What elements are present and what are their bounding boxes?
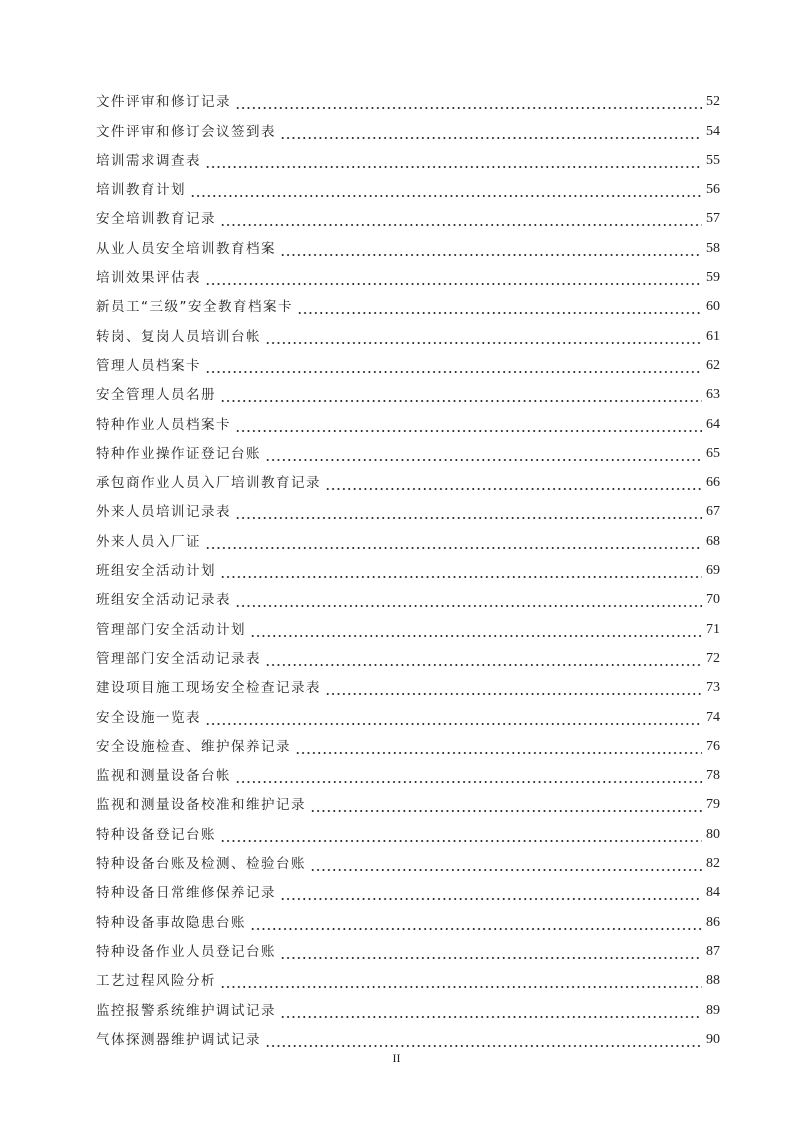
toc-entry-page-number: 59 [706, 270, 720, 286]
dot-leader [220, 972, 702, 990]
table-of-contents [96, 82, 720, 1049]
toc-entry-page-number: 69 [706, 563, 720, 579]
toc-entry-page-number: 70 [706, 592, 720, 608]
toc-entry-page-number: 66 [706, 475, 720, 491]
dot-leader [205, 357, 702, 375]
toc-entry[interactable] [96, 492, 720, 521]
toc-entry-page-number: 79 [706, 797, 720, 813]
toc-entry[interactable] [96, 258, 720, 287]
dot-leader [280, 943, 702, 961]
toc-entry-title: 特种设备事故隐患台账 [96, 914, 246, 931]
toc-entry-title: 培训教育计划 [96, 182, 186, 199]
toc-entry-title: 特种设备台账及检测、检验台账 [96, 856, 306, 873]
toc-entry-title: 文件评审和修订会议签到表 [96, 123, 276, 140]
toc-entry-title: 特种作业人员档案卡 [96, 416, 231, 433]
toc-entry[interactable] [96, 521, 720, 550]
toc-entry[interactable] [96, 141, 720, 170]
toc-entry-title: 建设项目施工现场安全检查记录表 [96, 680, 321, 697]
toc-entry[interactable] [96, 961, 720, 990]
toc-entry[interactable] [96, 463, 720, 492]
toc-entry[interactable] [96, 375, 720, 404]
toc-entry-title: 工艺过程风险分析 [96, 973, 216, 990]
toc-entry-title: 班组安全活动记录表 [96, 592, 231, 609]
toc-entry[interactable] [96, 609, 720, 638]
toc-entry[interactable] [96, 82, 720, 111]
toc-entry-title: 监视和测量设备台帐 [96, 768, 231, 785]
toc-entry[interactable] [96, 228, 720, 257]
toc-entry-page-number: 58 [706, 240, 720, 256]
toc-entry-title: 班组安全活动计划 [96, 563, 216, 580]
toc-entry-page-number: 82 [706, 856, 720, 872]
toc-entry-page-number: 87 [706, 943, 720, 959]
toc-entry[interactable] [96, 844, 720, 873]
dot-leader [205, 533, 702, 551]
toc-entry[interactable] [96, 639, 720, 668]
toc-entry[interactable] [96, 287, 720, 316]
toc-entry-title: 安全培训教育记录 [96, 211, 216, 228]
toc-entry-title: 特种设备作业人员登记台账 [96, 943, 276, 960]
toc-entry-page-number: 73 [706, 680, 720, 696]
dot-leader [235, 503, 702, 521]
toc-entry-page-number: 67 [706, 504, 720, 520]
toc-entry-title: 安全设施检查、维护保养记录 [96, 738, 291, 755]
toc-entry-page-number: 54 [706, 123, 720, 139]
toc-entry[interactable] [96, 1020, 720, 1049]
dot-leader [297, 298, 702, 316]
dot-leader [220, 386, 702, 404]
toc-entry-title: 气体探测器维护调试记录 [96, 1031, 261, 1048]
toc-entry[interactable] [96, 434, 720, 463]
dot-leader [235, 767, 702, 785]
dot-leader [205, 269, 702, 287]
toc-entry-page-number: 90 [706, 1031, 720, 1047]
dot-leader [250, 914, 702, 932]
dot-leader [280, 123, 702, 141]
toc-entry-page-number: 86 [706, 914, 720, 930]
dot-leader [250, 621, 702, 639]
dot-leader [280, 884, 702, 902]
toc-entry-title: 承包商作业人员入厂培训教育记录 [96, 475, 321, 492]
dot-leader [265, 445, 702, 463]
toc-entry[interactable] [96, 873, 720, 902]
toc-entry-title: 监视和测量设备校准和维护记录 [96, 797, 306, 814]
toc-entry-page-number: 61 [706, 328, 720, 344]
toc-entry[interactable] [96, 551, 720, 580]
toc-entry-page-number: 74 [706, 709, 720, 725]
dot-leader [325, 474, 702, 492]
toc-entry-title: 安全设施一览表 [96, 709, 201, 726]
toc-entry[interactable] [96, 990, 720, 1019]
dot-leader [265, 650, 702, 668]
toc-entry-title: 培训需求调查表 [96, 152, 201, 169]
toc-entry-page-number: 62 [706, 357, 720, 373]
toc-entry-title: 特种设备日常维修保养记录 [96, 885, 276, 902]
toc-entry-title: 外来人员培训记录表 [96, 504, 231, 521]
toc-entry-page-number: 89 [706, 1002, 720, 1018]
toc-entry-title: 特种设备登记台账 [96, 826, 216, 843]
toc-entry[interactable] [96, 404, 720, 433]
toc-entry-title: 新员工“三级”安全教育档案卡 [96, 299, 293, 316]
dot-leader [220, 562, 702, 580]
toc-entry-page-number: 52 [706, 94, 720, 110]
toc-entry-page-number: 65 [706, 445, 720, 461]
dot-leader [190, 181, 702, 199]
toc-entry[interactable] [96, 814, 720, 843]
dot-leader [310, 796, 702, 814]
dot-leader [220, 210, 702, 228]
toc-entry-page-number: 60 [706, 299, 720, 315]
toc-entry[interactable] [96, 111, 720, 140]
toc-entry[interactable] [96, 668, 720, 697]
toc-entry[interactable] [96, 756, 720, 785]
dot-leader [280, 240, 702, 258]
toc-entry[interactable] [96, 902, 720, 931]
dot-leader [235, 416, 702, 434]
toc-entry[interactable] [96, 199, 720, 228]
toc-entry-title: 管理部门安全活动记录表 [96, 650, 261, 667]
toc-entry-page-number: 64 [706, 416, 720, 432]
toc-entry-page-number: 80 [706, 826, 720, 842]
toc-entry[interactable] [96, 932, 720, 961]
toc-entry[interactable] [96, 170, 720, 199]
toc-entry[interactable] [96, 727, 720, 756]
toc-entry-title: 特种作业操作证登记台账 [96, 445, 261, 462]
toc-entry-title: 文件评审和修订记录 [96, 94, 231, 111]
toc-entry[interactable] [96, 346, 720, 375]
toc-entry-title: 管理部门安全活动计划 [96, 621, 246, 638]
toc-entry-title: 安全管理人员名册 [96, 387, 216, 404]
toc-entry-page-number: 68 [706, 533, 720, 549]
toc-entry-page-number: 78 [706, 768, 720, 784]
toc-entry[interactable] [96, 785, 720, 814]
toc-entry-title: 培训效果评估表 [96, 270, 201, 287]
toc-entry-page-number: 84 [706, 885, 720, 901]
toc-entry[interactable] [96, 697, 720, 726]
dot-leader [265, 328, 702, 346]
toc-entry-page-number: 63 [706, 387, 720, 403]
dot-leader [265, 1031, 702, 1049]
toc-entry-page-number: 88 [706, 973, 720, 989]
dot-leader [220, 826, 702, 844]
toc-entry-page-number: 71 [706, 621, 720, 637]
footer-page-number: II [392, 1051, 401, 1065]
dot-leader [235, 93, 702, 111]
dot-leader [295, 738, 702, 756]
toc-entry-page-number: 76 [706, 738, 720, 754]
toc-entry-title: 监控报警系统维护调试记录 [96, 1002, 276, 1019]
toc-entry-title: 从业人员安全培训教育档案 [96, 240, 276, 257]
toc-entry-page-number: 72 [706, 650, 720, 666]
toc-entry-title: 转岗、复岗人员培训台帐 [96, 328, 261, 345]
toc-entry-page-number: 55 [706, 152, 720, 168]
toc-entry[interactable] [96, 580, 720, 609]
toc-entry-page-number: 56 [706, 182, 720, 198]
toc-entry-title: 管理人员档案卡 [96, 357, 201, 374]
toc-entry[interactable] [96, 316, 720, 345]
toc-entry-page-number: 57 [706, 211, 720, 227]
toc-entry-title: 外来人员入厂证 [96, 533, 201, 550]
dot-leader [310, 855, 702, 873]
dot-leader [205, 709, 702, 727]
dot-leader [235, 591, 702, 609]
dot-leader [325, 679, 702, 697]
dot-leader [280, 1002, 702, 1020]
dot-leader [205, 152, 702, 170]
